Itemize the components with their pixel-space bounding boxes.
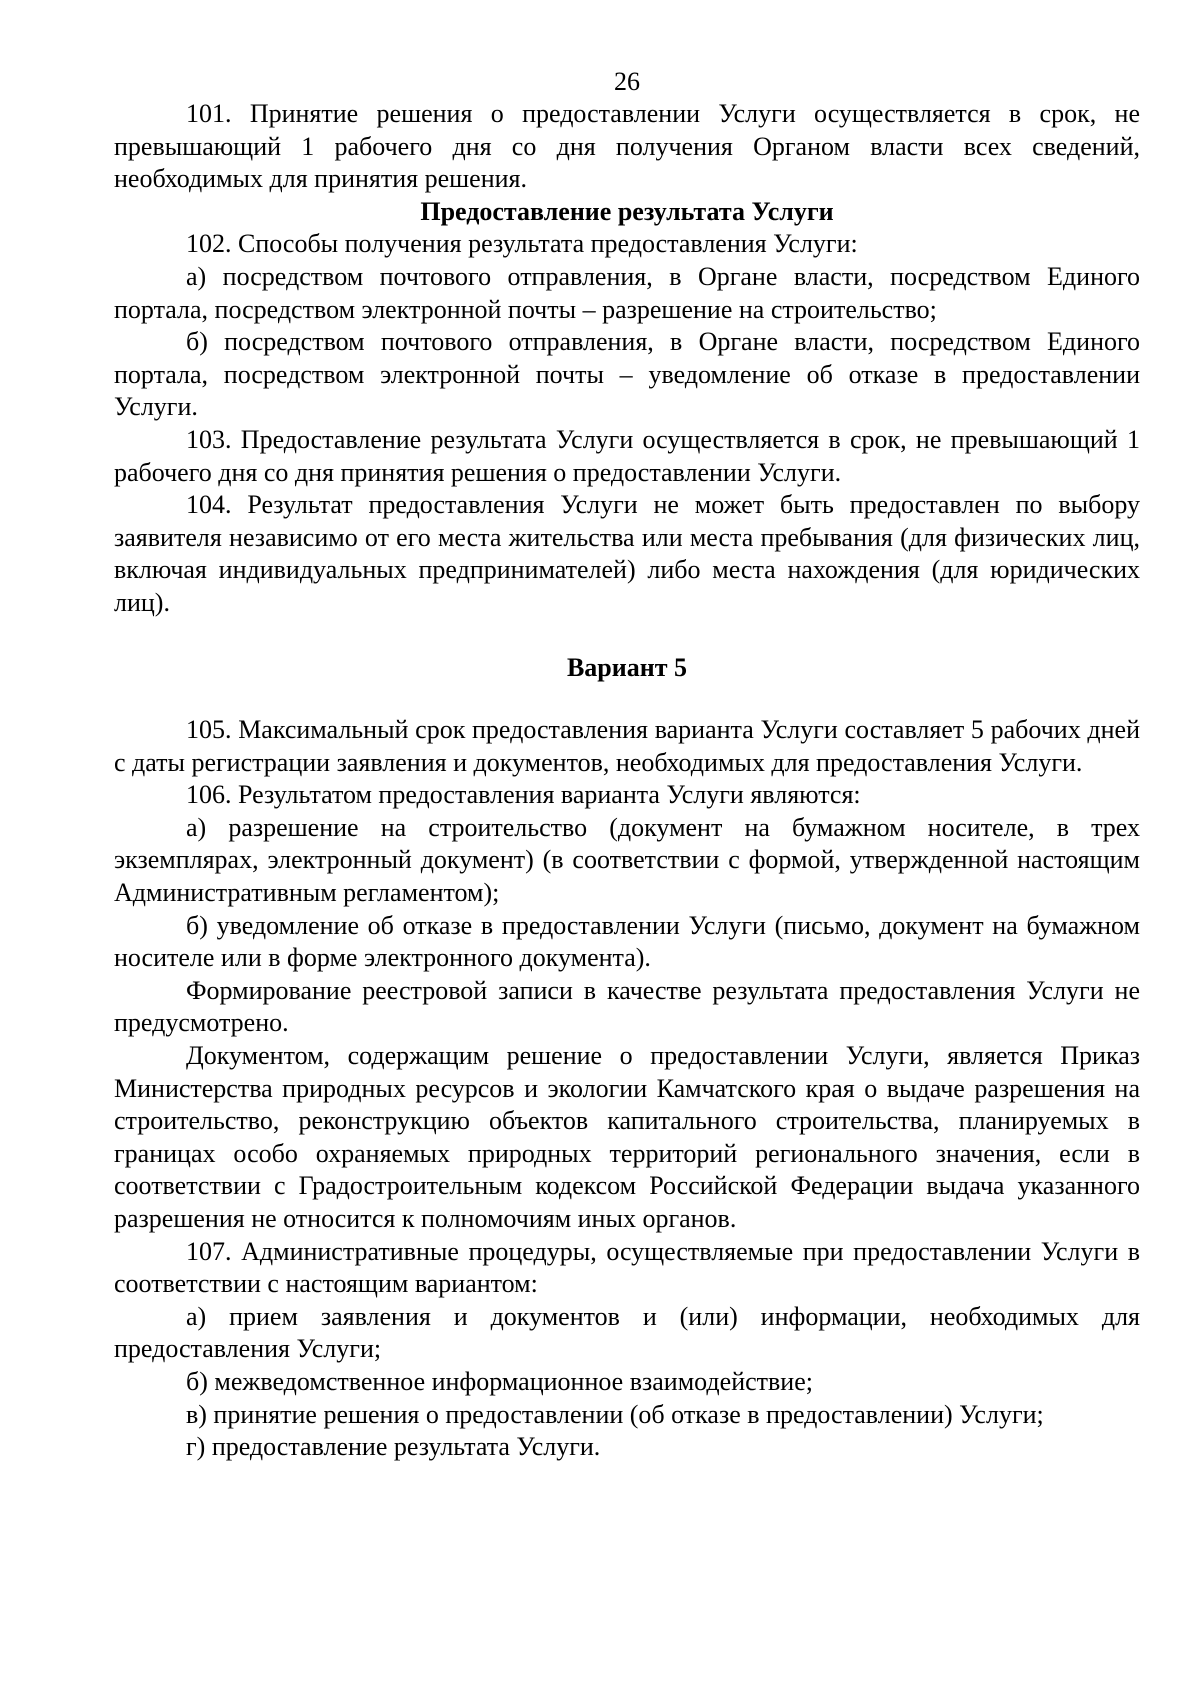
paragraph-106-a: а) разрешение на строительство (документ на бумажном носителе, в трех экземплярах, электронный документ) (в соответствии с формой, утвержденной настоящим Административным регламентом); [114, 812, 1140, 908]
section-result-delivery [114, 228, 1140, 619]
spacer [114, 684, 1140, 714]
paragraph-101: 101. Принятие решения о предоставлении Услуги осуществляется в срок, не превышающий 1 рабочего дня со дня получения Органом власти всех сведений, необходимых для принятия решения. [114, 99, 1140, 194]
paragraph-104: 104. Результат предоставления Услуги не может быть предоставлен по выбору заявителя независимо от его места жительства или места пребывания (для физических лиц, включая индивидуальных предпринимателей) либо места нахождения (для юридических лиц). [114, 490, 1140, 617]
paragraph-106: 106. Результатом предоставления варианта Услуги являются: [186, 780, 861, 810]
paragraph-102-a: а) посредством почтового отправления, в Органе власти, посредством Единого портала, посредством электронной почты – разрешение на строительство; [114, 261, 1140, 324]
section-decision [114, 98, 1140, 196]
spacer [114, 620, 1140, 652]
paragraph-103: 103. Предоставление результата Услуги осуществляется в срок, не превышающий 1 рабочего дня со дня принятия решения о предоставлении Услуги. [114, 424, 1140, 487]
paragraph-102: 102. Способы получения результата предоставления Услуги: [186, 229, 858, 259]
heading-result-delivery: Предоставление результата Услуги [420, 196, 834, 226]
paragraph-105: 105. Максимальный срок предоставления варианта Услуги составляет 5 рабочих дней с даты регистрации заявления и документов, необходимых для предоставления Услуги. [114, 715, 1140, 777]
heading-variant-5: Вариант 5 [566, 652, 688, 682]
paragraph-102-b: б) посредством почтового отправления, в Органе власти, посредством Единого портала, посредством электронной почты – уведомление об отказе в предоставлении Услуги. [114, 327, 1140, 422]
paragraph-107-c: в) принятие решения о предоставлении (об отказе в предоставлении) Услуги; [186, 1399, 1044, 1429]
paragraph-107: 107. Административные процедуры, осуществляемые при предоставлении Услуги в соответствии с настоящим вариантом: [114, 1236, 1140, 1299]
section-variant-5 [114, 714, 1140, 1464]
page-number: 26 [614, 67, 640, 96]
document-page [114, 66, 1140, 1464]
paragraph-107-a: а) прием заявления и документов и (или) информации, необходимых для предоставления Услуги; [114, 1301, 1140, 1364]
paragraph-107-d: г) предоставление результата Услуги. [186, 1432, 601, 1462]
paragraph-registry-record: Формирование реестровой записи в качестве результата предоставления Услуги не предусмотрено. [114, 975, 1140, 1038]
paragraph-decision-document: Документом, содержащим решение о предоставлении Услуги, является Приказ Министерства природных ресурсов и экологии Камчатского края о выдаче разрешения на строительство, реконструкцию объектов капитального строительства, планируемых в границах особо охраняемых природных территорий регионального значения, если в соответствии с Градостроительным кодексом Российской Федерации выдача указанного разрешения не относится к полномочиям иных органов. [114, 1041, 1140, 1233]
paragraph-106-b: б) уведомление об отказе в предоставлении Услуги (письмо, документ на бумажном носителе или в форме электронного документа). [114, 910, 1140, 973]
paragraph-107-b: б) межведомственное информационное взаимодействие; [186, 1366, 813, 1396]
